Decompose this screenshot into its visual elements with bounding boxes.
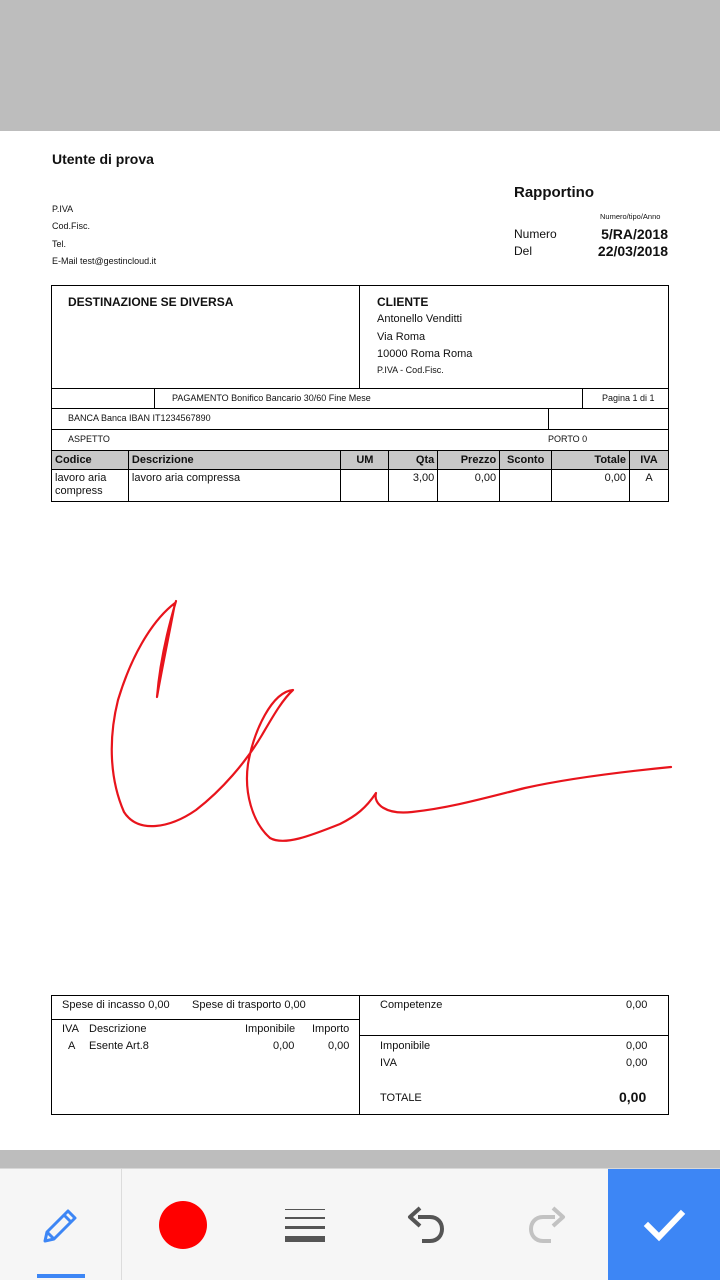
items-header-row [52,451,669,470]
cliente-address: Via Roma [377,331,426,343]
competenze-label: Competenze [380,999,443,1011]
cliente-city: 10000 Roma Roma [377,348,473,360]
numero-tipo-anno-label: Numero/tipo/Anno [600,212,661,221]
del-label: Del [514,244,533,258]
iva-code: A [68,1040,76,1052]
imponibile-value: 0,00 [626,1040,648,1052]
destinazione-title: DESTINAZIONE SE DIVERSA [68,295,234,309]
header-qta: Qta [389,451,438,470]
numero-label: Numero [514,227,557,241]
undo-icon [404,1203,448,1247]
header-prezzo: Prezzo [438,451,500,470]
totale-value: 0,00 [619,1089,647,1105]
spese-trasporto: Spese di trasporto 0,00 [192,999,306,1011]
check-icon [640,1201,688,1249]
signature-stroke [112,601,671,841]
payment-row-divider-2 [51,429,669,430]
undo-button[interactable] [366,1169,486,1280]
aspetto-label: ASPETTO [68,434,110,444]
document-type: Rapportino [514,184,594,201]
del-value: 22/03/2018 [597,243,668,259]
header-um: UM [341,451,389,470]
descrizione-header: Descrizione [89,1023,147,1035]
numero-value: 5/RA/2018 [601,226,668,242]
porto-text: PORTO 0 [548,434,588,444]
payment-col-divider-2 [582,388,583,408]
company-email: E-Mail test@gestincloud.it [52,256,157,266]
payment-row-divider-1 [51,408,669,409]
drawing-toolbar [0,1168,720,1280]
iva-importo-value: 0,00 [328,1040,350,1052]
totals-box [51,995,669,1115]
payment-col-divider-3 [548,408,549,429]
company-codfisc: Cod.Fisc. [52,221,91,231]
spese-divider [51,1019,359,1020]
header-descrizione: Descrizione [128,451,341,470]
company-name: Utente di prova [52,151,154,167]
cliente-name: Antonello Venditti [377,313,463,325]
importo-header: Importo [312,1023,350,1035]
header-codice: Codice [52,451,129,470]
cell-um [341,470,389,502]
pencil-tool-button[interactable] [0,1169,121,1280]
table-row [52,470,669,502]
competenze-divider [359,1035,669,1036]
company-tel: Tel. [52,239,67,249]
pagina-text: Pagina 1 di 1 [602,393,655,403]
iva-header: IVA [62,1023,79,1035]
cell-totale: 0,00 [552,470,630,502]
banca-text: BANCA Banca IBAN IT1234567890 [68,413,211,423]
redo-button[interactable] [486,1169,608,1280]
address-divider [359,285,360,389]
cliente-title: CLIENTE [377,295,429,309]
active-tool-indicator [37,1274,85,1278]
header-sconto: Sconto [500,451,552,470]
signature-canvas[interactable] [0,560,720,880]
cell-sconto [500,470,552,502]
cell-descrizione: lavoro aria compressa [128,470,341,502]
company-piva: P.IVA [52,204,74,214]
spese-incasso: Spese di incasso 0,00 [62,999,170,1011]
header-iva: IVA [630,451,669,470]
cell-codice: lavoro aria compress [52,470,129,502]
cell-qta: 3,00 [389,470,438,502]
color-dot-icon [159,1201,207,1249]
bottom-gray-strip [0,1150,720,1168]
top-gray-area [0,0,720,131]
iva-value: 0,00 [626,1057,648,1069]
cell-iva: A [630,470,669,502]
stroke-width-icon [283,1205,327,1245]
iva-description: Esente Art.8 [89,1040,149,1052]
color-picker-button[interactable] [122,1169,244,1280]
header-totale: Totale [552,451,630,470]
pencil-icon [39,1203,83,1247]
iva-label: IVA [380,1057,397,1069]
pagamento-text: PAGAMENTO Bonifico Bancario 30/60 Fine Mese [172,393,371,403]
imponibile-header: Imponibile [245,1023,296,1035]
totale-label: TOTALE [380,1092,422,1104]
confirm-button[interactable] [608,1169,720,1280]
totals-divider [359,995,360,1115]
payment-col-divider-1 [154,388,155,408]
cell-prezzo: 0,00 [438,470,500,502]
cliente-fiscal: P.IVA - Cod.Fisc. [377,365,444,375]
items-table [51,450,669,502]
stroke-width-button[interactable] [244,1169,366,1280]
iva-imponibile-value: 0,00 [273,1040,295,1052]
competenze-value: 0,00 [626,999,648,1011]
redo-icon [525,1203,569,1247]
imponibile-label: Imponibile [380,1040,431,1052]
